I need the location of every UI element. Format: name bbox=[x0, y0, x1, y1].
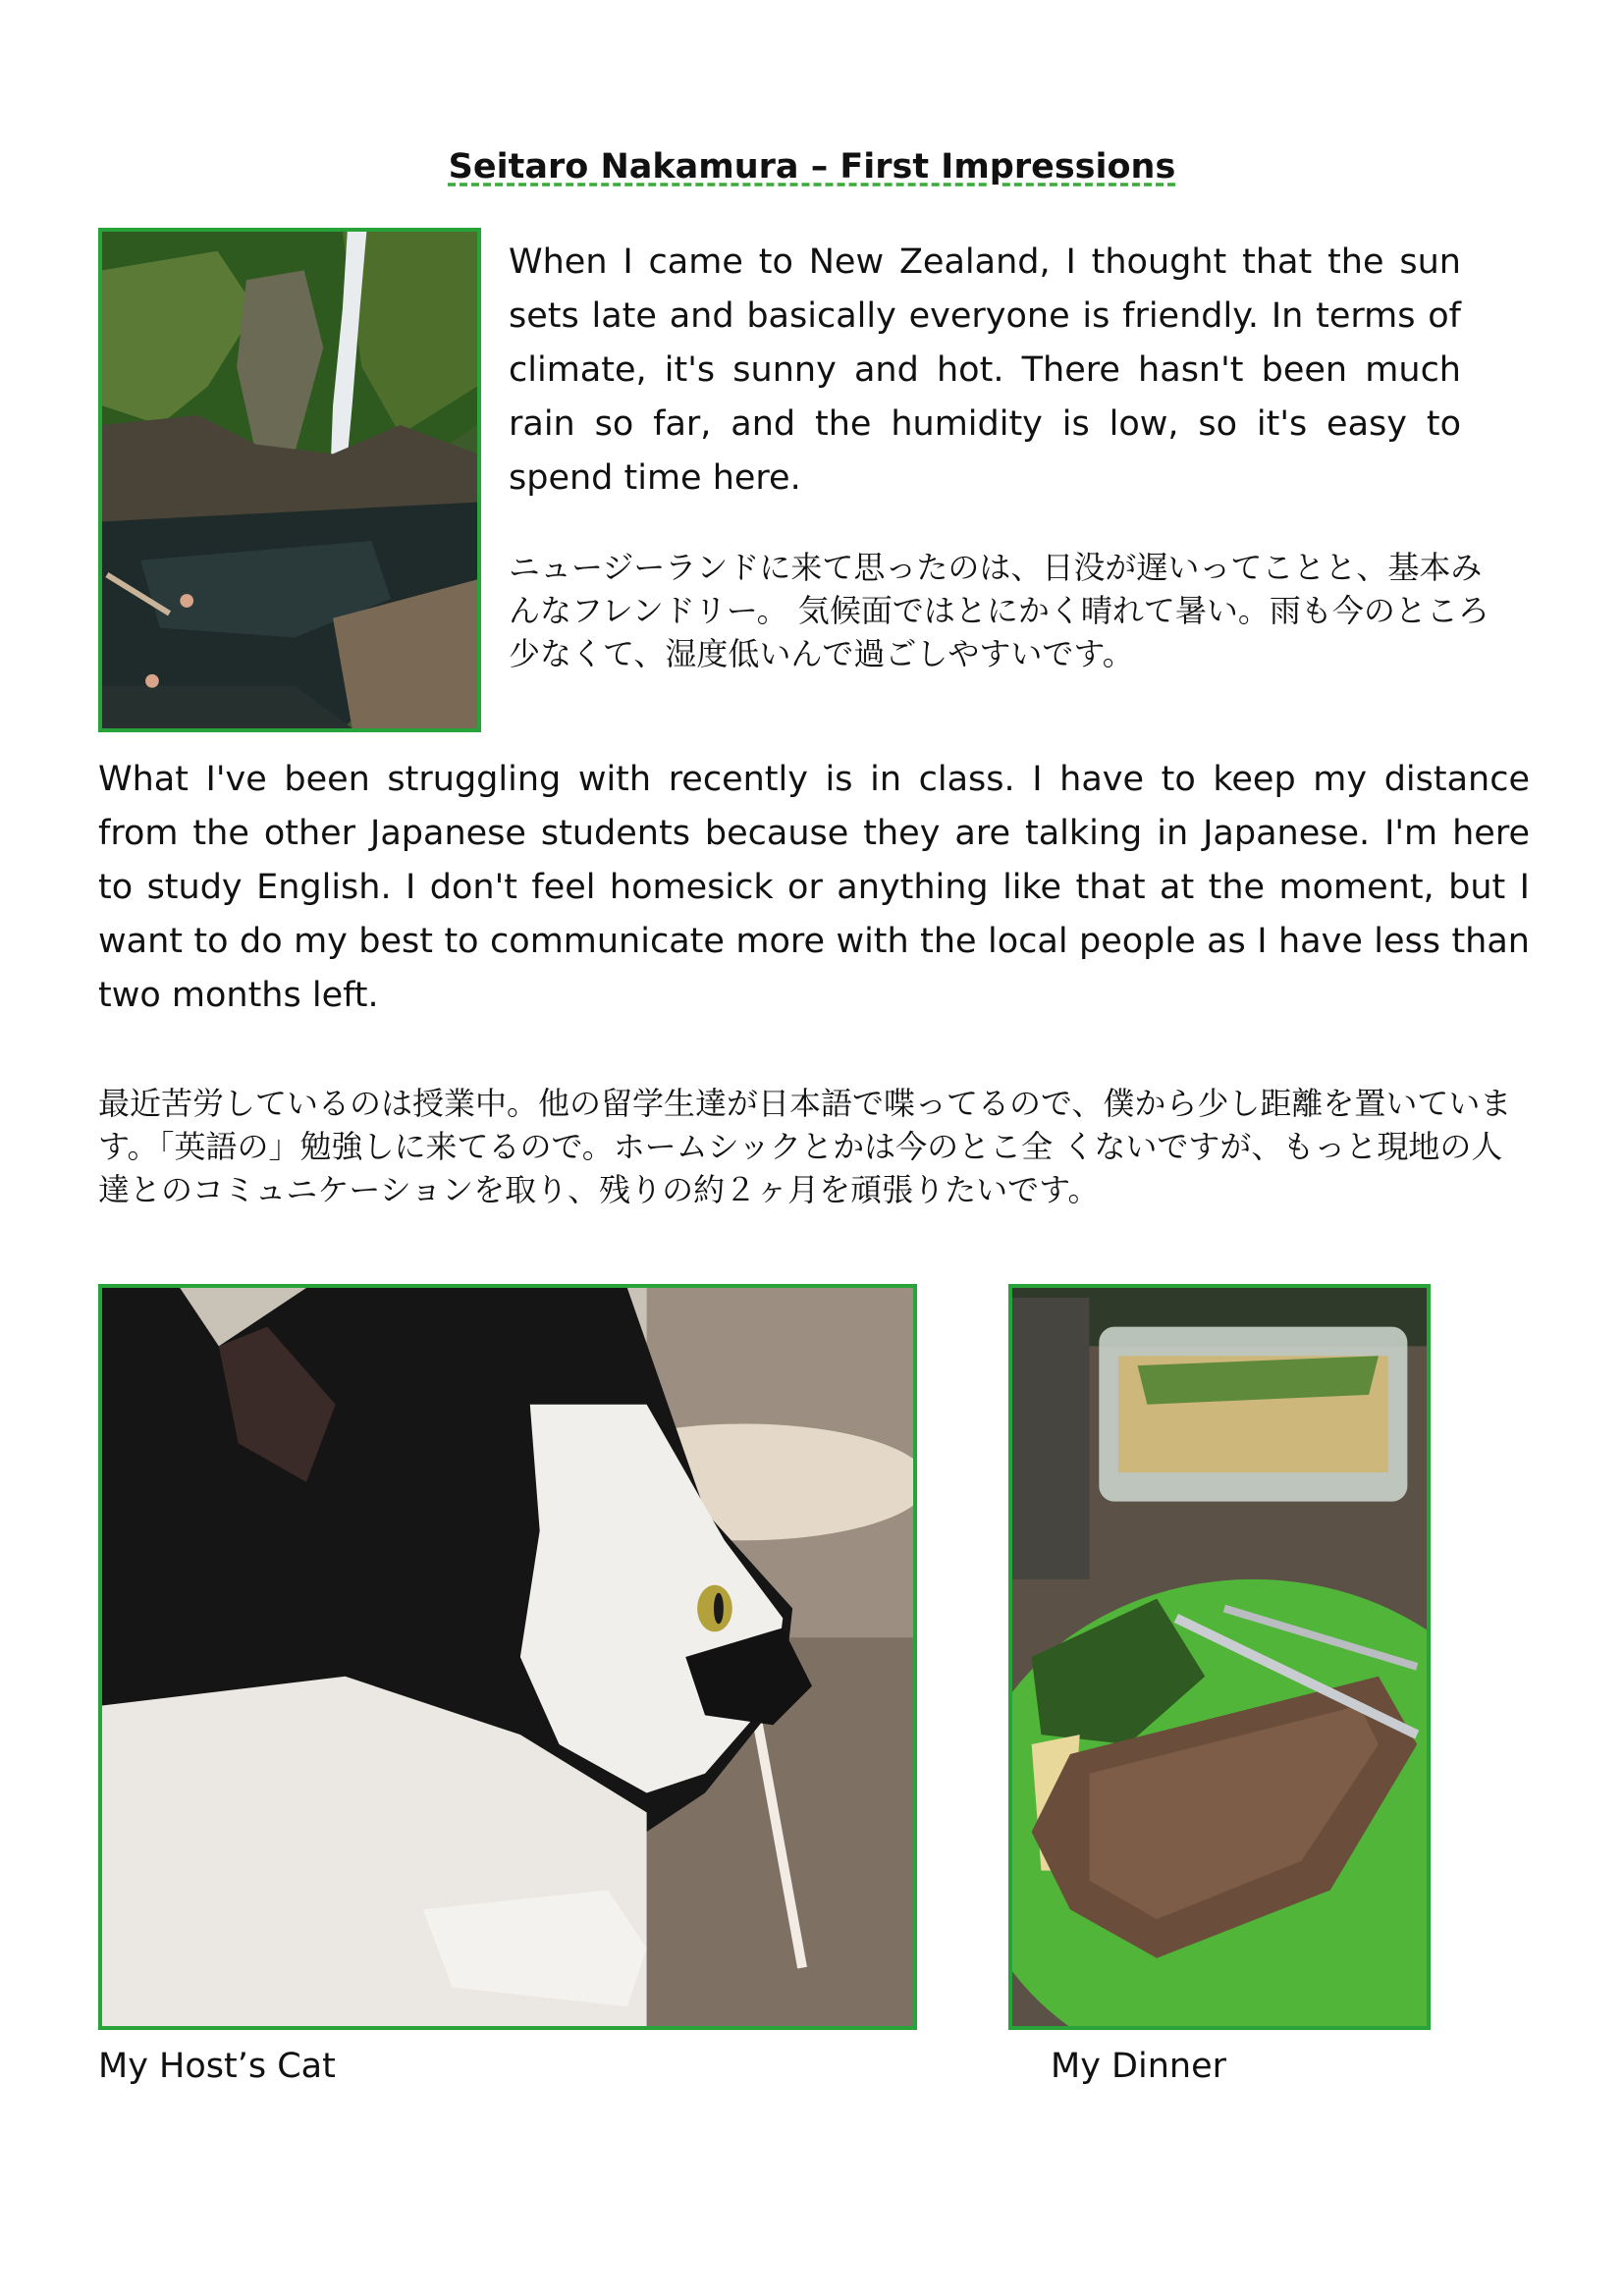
page-title-text: Seitaro Nakamura – First Impressions bbox=[448, 147, 1176, 187]
body-english-paragraph: What I've been struggling with recently is in class. I have to keep my distance from the other Japanese students because they are talking in Japanese. I'm here to study English. I don't feel homesick or anything like that at the moment, but I want to do my best to communicate more with the local people as I have less than two months left. bbox=[98, 760, 1530, 1015]
intro-japanese-paragraph: ニュージーランドに来て思ったのは、日没が遅いってことと、基本みんなフレンドリー。 気候面ではとにかく晴れて暑い。雨も今のところ少なくて、湿度低いんで過ごしやすいです。 bbox=[509, 549, 1489, 672]
dinner-photo bbox=[1008, 1284, 1431, 2030]
page-title bbox=[0, 147, 1624, 187]
waterfall-photo bbox=[98, 228, 481, 732]
cat-photo bbox=[98, 1284, 917, 2030]
cat-caption: My Host’s Cat bbox=[98, 2047, 336, 2086]
intro-english-paragraph: When I came to New Zealand, I thought that the sun sets late and basically everyone is friendly. In terms of climate, it's sunny and hot. There hasn't been much rain so far, and the humidity is low, so it's easy to spend time here. bbox=[509, 242, 1461, 498]
dinner-caption: My Dinner bbox=[1051, 2047, 1226, 2086]
body-japanese-paragraph: 最近苦労しているのは授業中。他の留学生達が日本語で喋ってるので、僕から少し距離を置いています。「英語の」勉強しに来てるので。ホームシックとかは今のとこ全 くないですが、もっと現地の人達とのコミュニケーションを取り、残りの約２ヶ月を頑張りたいです。 bbox=[98, 1085, 1512, 1208]
